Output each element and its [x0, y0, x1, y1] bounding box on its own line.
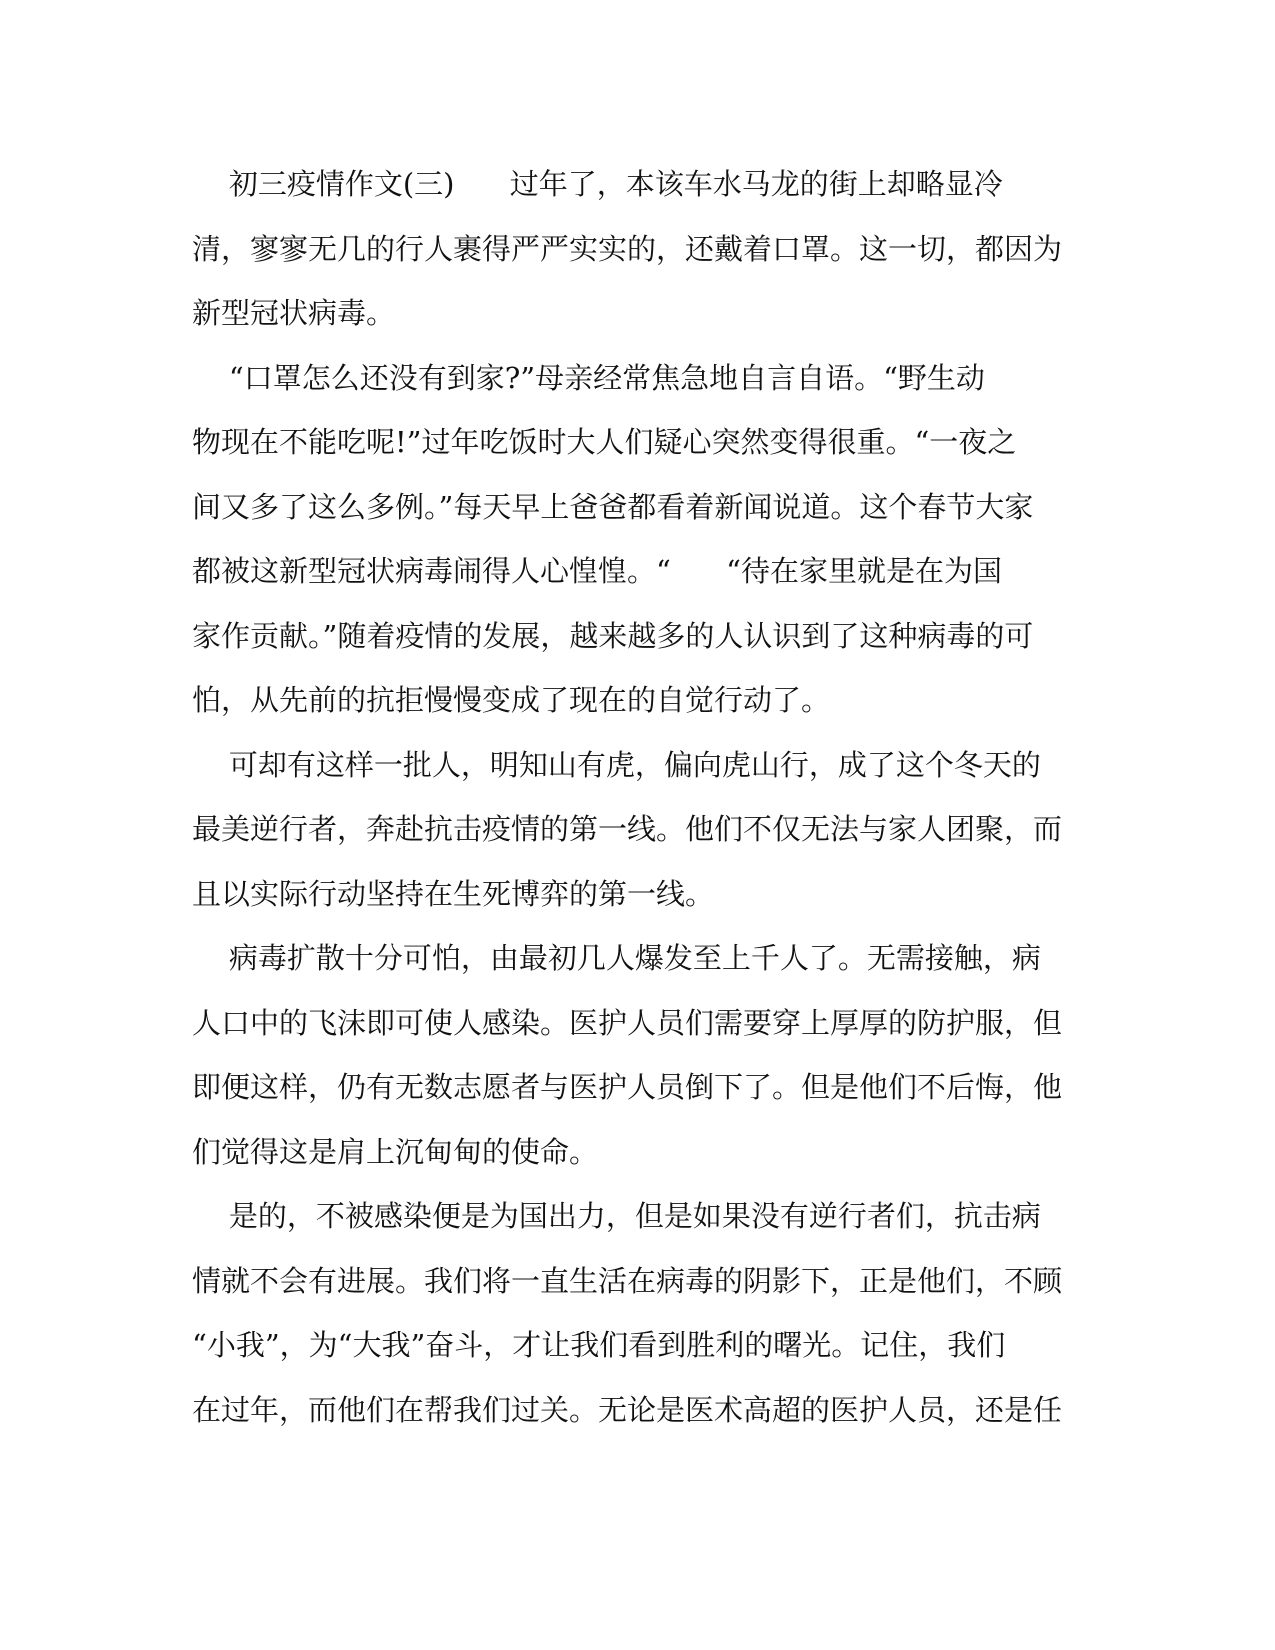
essay-line-12: 且以实际行动坚持在生死博弈的第一线。 [192, 876, 715, 911]
essay-line-15: 即便这样，仍有无数志愿者与医护人员倒下了。但是他们不后悔，他 [192, 1070, 1063, 1104]
essay-line-20: 在过年，而他们在帮我们过关。无论是医术高超的医护人员，还是任 [192, 1392, 1063, 1427]
essay-line-19: “小我”，为“大我”奋斗，才让我们看到胜利的曙光。记住，我们 [192, 1328, 1006, 1362]
essay-line-1: 初三疫情作文(三) 过年了，本该车水马龙的街上却略显冷 [192, 167, 1003, 201]
essay-line-8: 家作贡献。”随着疫情的发展，越来越多的人认识到了这种病毒的可 [192, 618, 1034, 653]
essay-line-5: 物现在不能吃呢!”过年吃饭时大人们疑心突然变得很重。“一夜之 [192, 425, 1017, 459]
essay-line-6: 间又多了这么多例。”每天早上爸爸都看着新闻说道。这个春节大家 [192, 489, 1034, 524]
essay-body [192, 152, 1072, 1442]
essay-line-13: 病毒扩散十分可怕，由最初几人爆发至上千人了。无需接触，病 [192, 941, 1041, 975]
essay-line-11: 最美逆行者，奔赴抗击疫情的第一线。他们不仅无法与家人团聚，而 [192, 812, 1063, 846]
essay-line-14: 人口中的飞沫即可使人感染。医护人员们需要穿上厚厚的防护服，但 [192, 1005, 1063, 1040]
essay-line-10: 可却有这样一批人，明知山有虎，偏向虎山行，成了这个冬天的 [192, 747, 1041, 782]
essay-line-2: 清，寥寥无几的行人裹得严严实实的，还戴着口罩。这一切，都因为 [192, 231, 1063, 266]
essay-line-7: 都被这新型冠状病毒闹得人心惶惶。“ “待在家里就是在为国 [192, 554, 1002, 588]
essay-line-3: 新型冠状病毒。 [192, 296, 396, 330]
essay-line-9: 怕，从先前的抗拒慢慢变成了现在的自觉行动了。 [192, 683, 831, 717]
essay-line-18: 情就不会有进展。我们将一直生活在病毒的阴影下，正是他们，不顾 [192, 1263, 1063, 1298]
essay-line-4: “口罩怎么还没有到家?”母亲经常焦急地自言自语。“野生动 [192, 360, 985, 395]
essay-line-16: 们觉得这是肩上沉甸甸的使命。 [192, 1134, 599, 1169]
essay-line-17: 是的，不被感染便是为国出力，但是如果没有逆行者们，抗击病 [192, 1199, 1041, 1233]
